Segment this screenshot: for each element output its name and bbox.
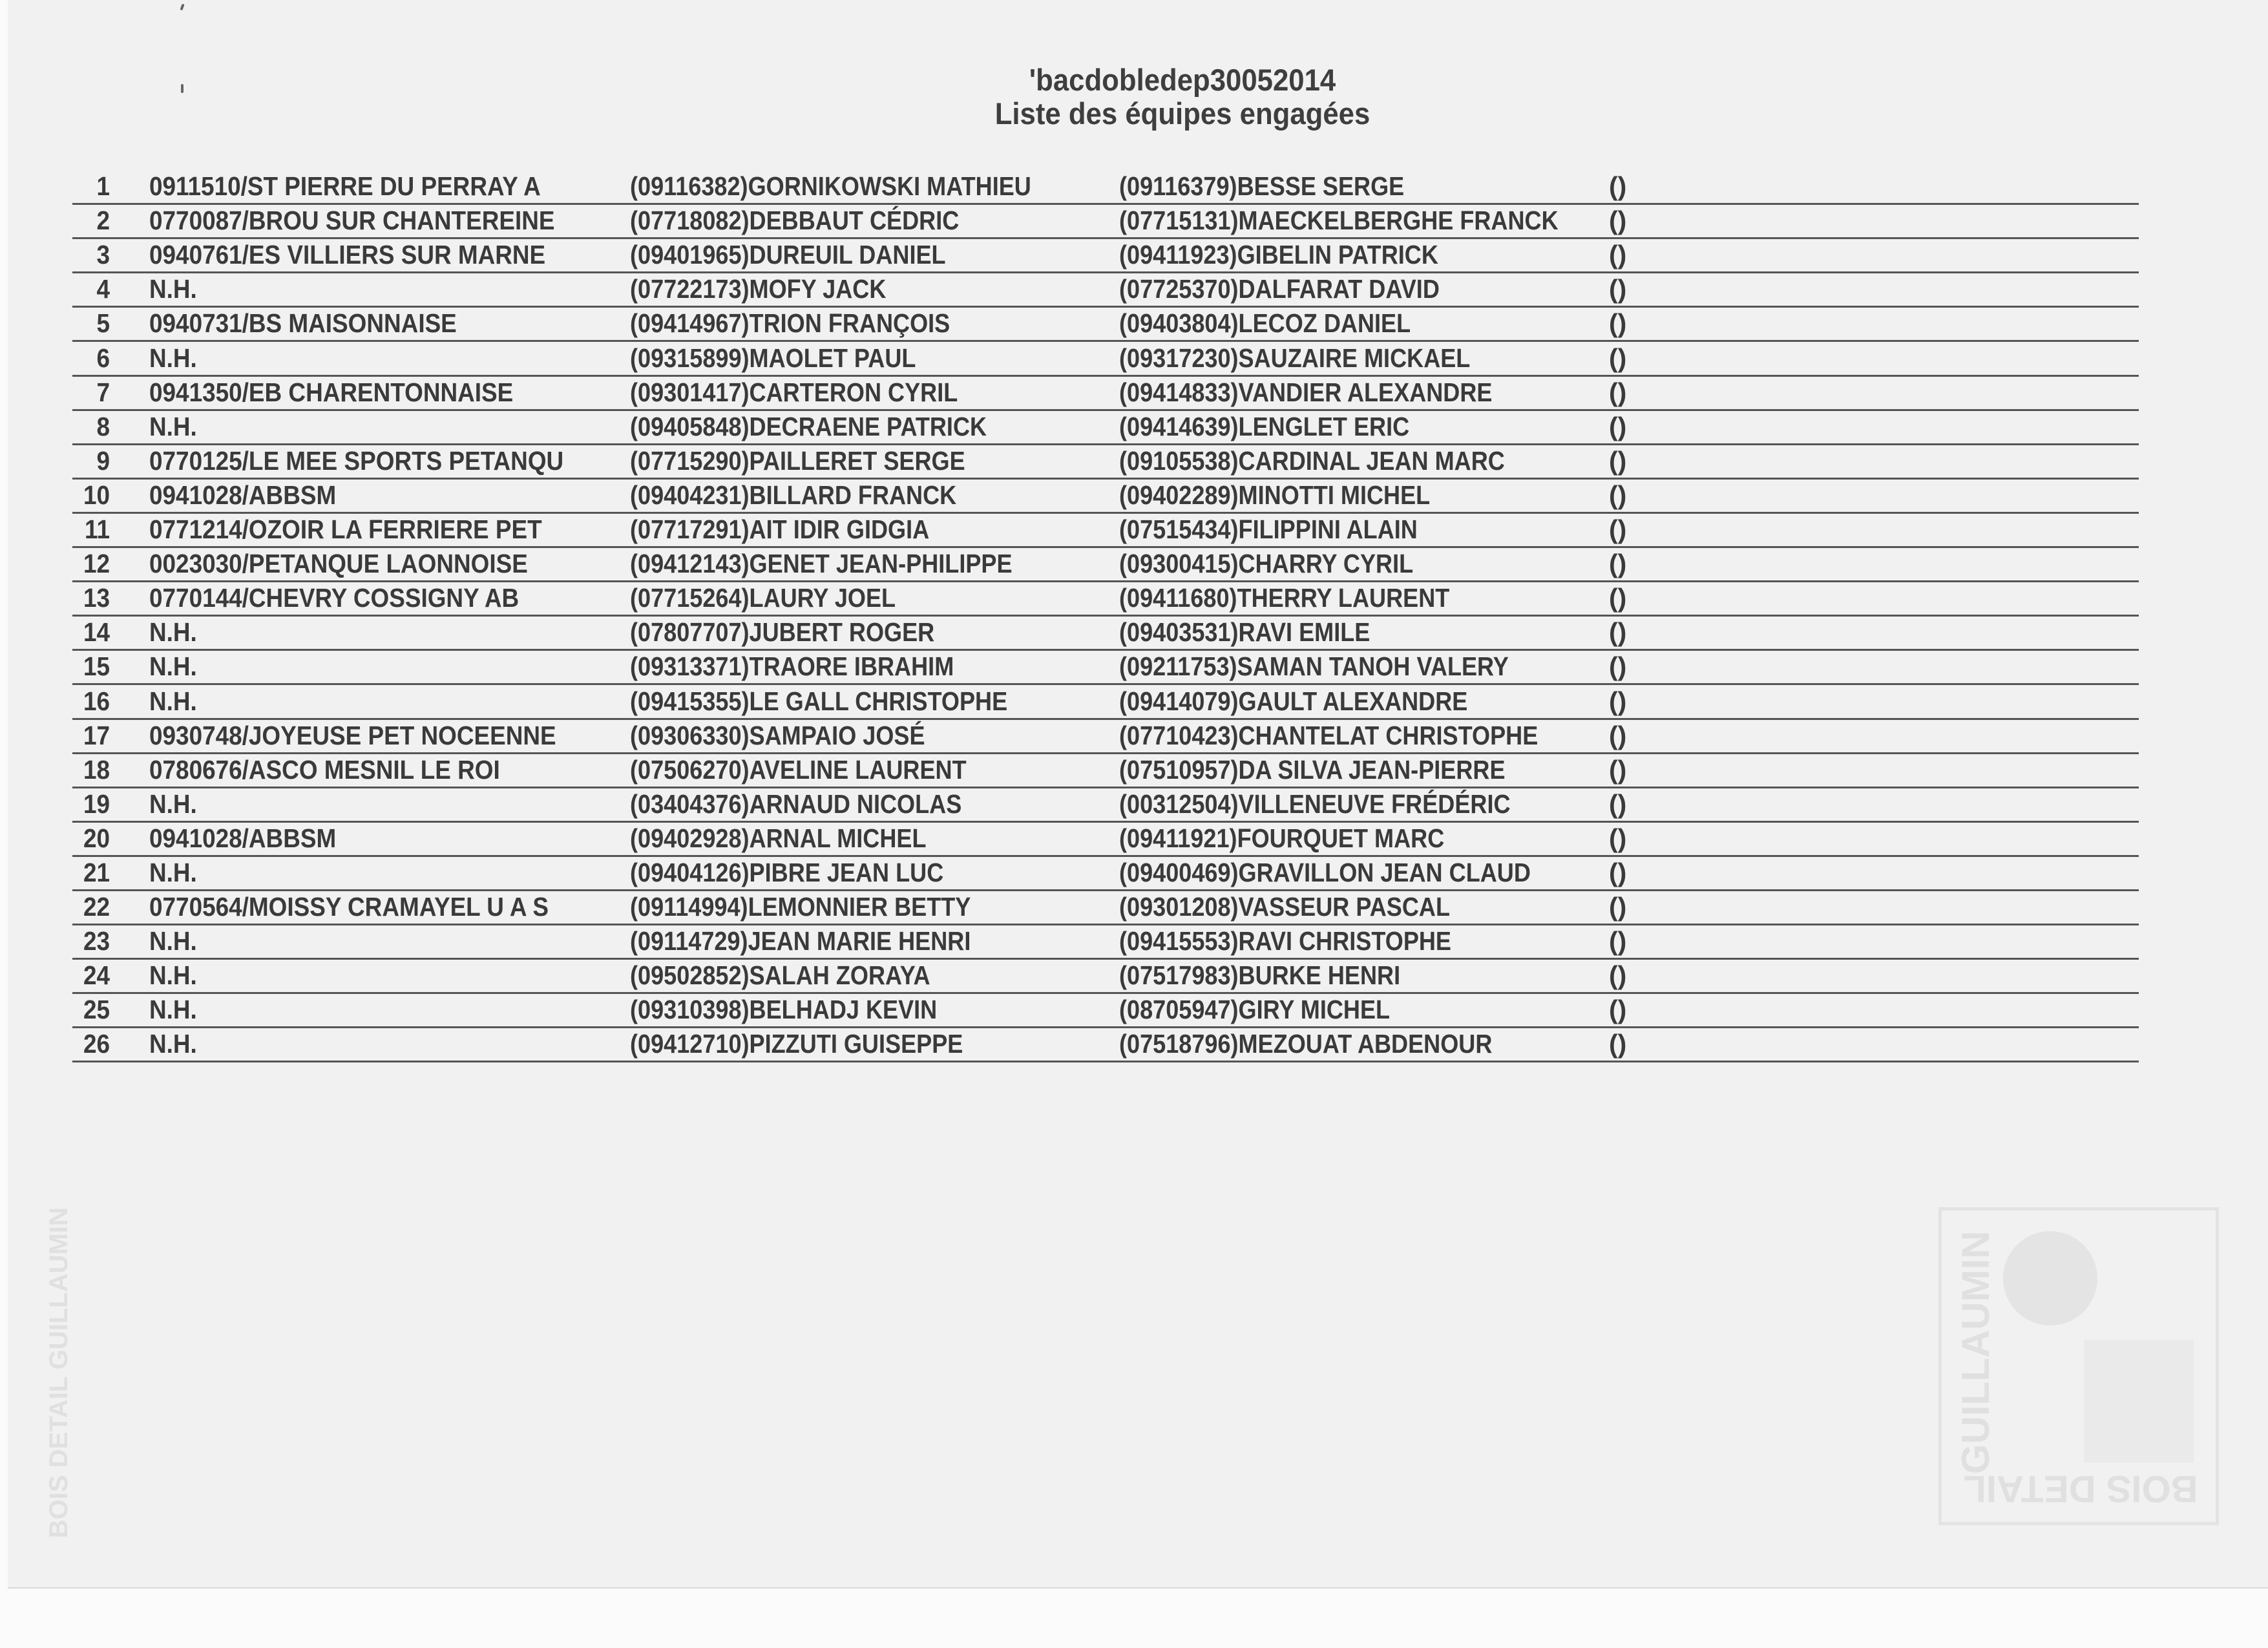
team-extra-empty: () bbox=[1609, 274, 1627, 304]
team-player-2: (09116379)BESSE SERGE bbox=[1119, 171, 1405, 202]
team-player-2: (00312504)VILLENEUVE FRÉDÉRIC bbox=[1119, 788, 1511, 819]
team-extra-empty: () bbox=[1609, 411, 1627, 441]
team-row bbox=[72, 171, 2139, 205]
team-player-2: (09300415)CHARRY CYRIL bbox=[1119, 549, 1414, 579]
stamp-logo-watermark bbox=[1938, 1207, 2219, 1525]
logo-square-icon bbox=[2084, 1340, 2194, 1463]
team-extra-empty: () bbox=[1609, 823, 1627, 853]
team-player-1: (07718082)DEBBAUT CÉDRIC bbox=[630, 206, 960, 236]
logo-side-text: GUILLAUMIN bbox=[1954, 1231, 1997, 1475]
team-number: 7 bbox=[96, 377, 110, 407]
team-number: 13 bbox=[83, 583, 110, 613]
team-player-1: (09401965)DUREUIL DANIEL bbox=[630, 240, 946, 270]
team-club: N.H. bbox=[149, 960, 197, 991]
team-number: 21 bbox=[83, 857, 110, 887]
team-row bbox=[72, 720, 2139, 754]
team-row bbox=[72, 823, 2139, 857]
team-player-1: (07717291)AIT IDIR GIDGIA bbox=[630, 514, 930, 545]
team-club: 0770564/MOISSY CRAMAYEL U A S bbox=[149, 892, 549, 922]
team-extra-empty: () bbox=[1609, 549, 1627, 579]
team-extra-empty: () bbox=[1609, 788, 1627, 819]
team-extra-empty: () bbox=[1609, 480, 1627, 510]
team-player-2: (07725370)DALFARAT DAVID bbox=[1119, 274, 1440, 304]
team-player-1: (09405848)DECRAENE PATRICK bbox=[630, 411, 987, 441]
team-player-2: (09414833)VANDIER ALEXANDRE bbox=[1119, 377, 1493, 407]
team-row bbox=[72, 994, 2139, 1028]
team-club: N.H. bbox=[149, 617, 197, 648]
team-player-1: (09114994)LEMONNIER BETTY bbox=[630, 892, 971, 922]
team-number: 26 bbox=[83, 1029, 110, 1059]
team-number: 15 bbox=[83, 651, 110, 682]
team-player-1: (03404376)ARNAUD NICOLAS bbox=[630, 788, 962, 819]
team-number: 23 bbox=[83, 926, 110, 956]
team-club: 0940761/ES VILLIERS SUR MARNE bbox=[149, 240, 546, 270]
team-player-1: (09310398)BELHADJ KEVIN bbox=[630, 995, 938, 1025]
team-number: 20 bbox=[83, 823, 110, 853]
team-row bbox=[72, 273, 2139, 308]
team-player-2: (07517983)BURKE HENRI bbox=[1119, 960, 1401, 991]
team-number: 11 bbox=[84, 514, 110, 545]
logo-circle-icon bbox=[2003, 1231, 2097, 1326]
team-club: N.H. bbox=[149, 651, 197, 682]
team-extra-empty: () bbox=[1609, 720, 1627, 750]
team-row bbox=[72, 239, 2139, 273]
team-club: N.H. bbox=[149, 1029, 197, 1059]
team-club: 0770144/CHEVRY COSSIGNY AB bbox=[149, 583, 520, 613]
team-player-2: (09415553)RAVI CHRISTOPHE bbox=[1119, 926, 1452, 956]
team-extra-empty: () bbox=[1609, 171, 1627, 202]
team-player-2: (09402289)MINOTTI MICHEL bbox=[1119, 480, 1431, 510]
team-player-1: (07722173)MOFY JACK bbox=[630, 274, 887, 304]
team-club: 0941028/ABBSM bbox=[149, 823, 337, 853]
team-player-1: (09404231)BILLARD FRANCK bbox=[630, 480, 957, 510]
team-player-1: (07715264)LAURY JOEL bbox=[630, 583, 896, 613]
team-club: 0770125/LE MEE SPORTS PETANQU bbox=[149, 445, 564, 476]
team-club: 0771214/OZOIR LA FERRIERE PET bbox=[149, 514, 542, 545]
team-club: 0023030/PETANQUE LAONNOISE bbox=[149, 549, 528, 579]
team-row bbox=[72, 651, 2139, 685]
team-number: 22 bbox=[83, 892, 110, 922]
team-player-2: (09317230)SAUZAIRE MICKAEL bbox=[1119, 343, 1471, 373]
team-player-1: (09313371)TRAORE IBRAHIM bbox=[630, 651, 954, 682]
team-player-2: (09403531)RAVI EMILE bbox=[1119, 617, 1370, 648]
team-player-2: (08705947)GIRY MICHEL bbox=[1119, 995, 1391, 1025]
team-row bbox=[72, 1028, 2139, 1062]
team-number: 3 bbox=[96, 240, 110, 270]
team-row bbox=[72, 617, 2139, 651]
team-player-2: (09414639)LENGLET ERIC bbox=[1119, 411, 1410, 441]
team-row bbox=[72, 788, 2139, 823]
team-extra-empty: () bbox=[1609, 206, 1627, 236]
team-number: 1 bbox=[96, 171, 110, 202]
team-number: 4 bbox=[96, 274, 110, 304]
team-extra-empty: () bbox=[1609, 583, 1627, 613]
team-row bbox=[72, 445, 2139, 480]
team-player-2: (09105538)CARDINAL JEAN MARC bbox=[1119, 445, 1505, 476]
team-number: 10 bbox=[83, 480, 110, 510]
team-player-1: (09116382)GORNIKOWSKI MATHIEU bbox=[630, 171, 1031, 202]
team-club: N.H. bbox=[149, 857, 197, 887]
margin-bleed-through-text: BOIS DETAIL GUILLAUMIN bbox=[45, 1207, 73, 1538]
team-player-1: (09414967)TRION FRANÇOIS bbox=[630, 308, 950, 339]
team-player-1: (09402928)ARNAL MICHEL bbox=[630, 823, 927, 853]
team-club: N.H. bbox=[149, 274, 197, 304]
team-club: 0941350/EB CHARENTONNAISE bbox=[149, 377, 514, 407]
team-extra-empty: () bbox=[1609, 308, 1627, 339]
team-player-1: (09404126)PIBRE JEAN LUC bbox=[630, 857, 944, 887]
team-number: 25 bbox=[83, 995, 110, 1025]
team-row bbox=[72, 925, 2139, 960]
team-player-1: (09415355)LE GALL CHRISTOPHE bbox=[630, 686, 1008, 716]
team-player-2: (09403804)LECOZ DANIEL bbox=[1119, 308, 1411, 339]
team-player-2: (09411921)FOURQUET MARC bbox=[1119, 823, 1445, 853]
document-title-code: 'bacdobledep30052014 bbox=[1029, 63, 1336, 97]
team-row bbox=[72, 891, 2139, 925]
team-club: 0911510/ST PIERRE DU PERRAY A bbox=[149, 171, 541, 202]
team-number: 12 bbox=[83, 549, 110, 579]
team-player-2: (09400469)GRAVILLON JEAN CLAUD bbox=[1119, 857, 1531, 887]
team-extra-empty: () bbox=[1609, 651, 1627, 682]
team-player-1: (07715290)PAILLERET SERGE bbox=[630, 445, 965, 476]
team-club: 0940731/BS MAISONNAISE bbox=[149, 308, 457, 339]
team-player-1: (09114729)JEAN MARIE HENRI bbox=[630, 926, 971, 956]
team-row bbox=[72, 960, 2139, 994]
team-club: N.H. bbox=[149, 926, 197, 956]
team-number: 2 bbox=[96, 206, 110, 236]
team-player-2: (09414079)GAULT ALEXANDRE bbox=[1119, 686, 1468, 716]
team-extra-empty: () bbox=[1609, 892, 1627, 922]
team-player-1: (07506270)AVELINE LAURENT bbox=[630, 754, 967, 785]
teams-list bbox=[72, 171, 2139, 1062]
team-extra-empty: () bbox=[1609, 377, 1627, 407]
team-row bbox=[72, 411, 2139, 445]
team-number: 8 bbox=[96, 411, 110, 441]
team-club: N.H. bbox=[149, 788, 197, 819]
team-extra-empty: () bbox=[1609, 960, 1627, 991]
team-extra-empty: () bbox=[1609, 857, 1627, 887]
team-club: 0941028/ABBSM bbox=[149, 480, 337, 510]
logo-bottom-text: BOIS DETAIL bbox=[1963, 1468, 2198, 1510]
team-number: 14 bbox=[83, 617, 110, 648]
team-extra-empty: () bbox=[1609, 343, 1627, 373]
team-number: 6 bbox=[96, 343, 110, 373]
team-row bbox=[72, 377, 2139, 411]
document-title: Liste des équipes engagées bbox=[994, 96, 1370, 131]
team-row bbox=[72, 480, 2139, 514]
team-player-2: (07515434)FILIPPINI ALAIN bbox=[1119, 514, 1418, 545]
team-player-1: (09306330)SAMPAIO JOSÉ bbox=[630, 720, 925, 750]
team-row bbox=[72, 685, 2139, 719]
team-number: 24 bbox=[83, 960, 110, 991]
team-row bbox=[72, 514, 2139, 548]
team-row bbox=[72, 857, 2139, 891]
team-extra-empty: () bbox=[1609, 926, 1627, 956]
team-club: N.H. bbox=[149, 343, 197, 373]
team-extra-empty: () bbox=[1609, 240, 1627, 270]
team-row bbox=[72, 754, 2139, 788]
team-player-1: (09315899)MAOLET PAUL bbox=[630, 343, 916, 373]
team-player-2: (09211753)SAMAN TANOH VALERY bbox=[1119, 651, 1509, 682]
team-club: N.H. bbox=[149, 411, 197, 441]
team-number: 5 bbox=[96, 308, 110, 339]
team-number: 16 bbox=[83, 686, 110, 716]
team-player-1: (09412143)GENET JEAN-PHILIPPE bbox=[630, 549, 1013, 579]
team-extra-empty: () bbox=[1609, 1029, 1627, 1059]
team-row bbox=[72, 308, 2139, 342]
team-row bbox=[72, 548, 2139, 582]
team-club: 0770087/BROU SUR CHANTEREINE bbox=[149, 206, 555, 236]
team-number: 18 bbox=[83, 754, 110, 785]
team-club: 0780676/ASCO MESNIL LE ROI bbox=[149, 754, 500, 785]
team-player-2: (07710423)CHANTELAT CHRISTOPHE bbox=[1119, 720, 1538, 750]
scan-speck bbox=[181, 84, 184, 93]
team-club: N.H. bbox=[149, 686, 197, 716]
team-extra-empty: () bbox=[1609, 686, 1627, 716]
team-player-1: (09301417)CARTERON CYRIL bbox=[630, 377, 958, 407]
team-extra-empty: () bbox=[1609, 754, 1627, 785]
team-extra-empty: () bbox=[1609, 445, 1627, 476]
team-player-1: (09412710)PIZZUTI GUISEPPE bbox=[630, 1029, 963, 1059]
team-club: N.H. bbox=[149, 995, 197, 1025]
team-player-2: (07715131)MAECKELBERGHE FRANCK bbox=[1119, 206, 1559, 236]
team-player-2: (09301208)VASSEUR PASCAL bbox=[1119, 892, 1450, 922]
team-extra-empty: () bbox=[1609, 617, 1627, 648]
team-row bbox=[72, 205, 2139, 239]
team-number: 17 bbox=[83, 720, 110, 750]
team-row bbox=[72, 582, 2139, 617]
team-number: 19 bbox=[83, 788, 110, 819]
team-row bbox=[72, 342, 2139, 376]
team-player-1: (07807707)JUBERT ROGER bbox=[630, 617, 935, 648]
team-number: 9 bbox=[96, 445, 110, 476]
team-extra-empty: () bbox=[1609, 995, 1627, 1025]
team-player-1: (09502852)SALAH ZORAYA bbox=[630, 960, 930, 991]
team-player-2: (09411923)GIBELIN PATRICK bbox=[1119, 240, 1438, 270]
team-player-2: (07510957)DA SILVA JEAN-PIERRE bbox=[1119, 754, 1506, 785]
team-club: 0930748/JOYEUSE PET NOCEENNE bbox=[149, 720, 556, 750]
team-extra-empty: () bbox=[1609, 514, 1627, 545]
team-player-2: (09411680)THERRY LAURENT bbox=[1119, 583, 1450, 613]
team-player-2: (07518796)MEZOUAT ABDENOUR bbox=[1119, 1029, 1493, 1059]
